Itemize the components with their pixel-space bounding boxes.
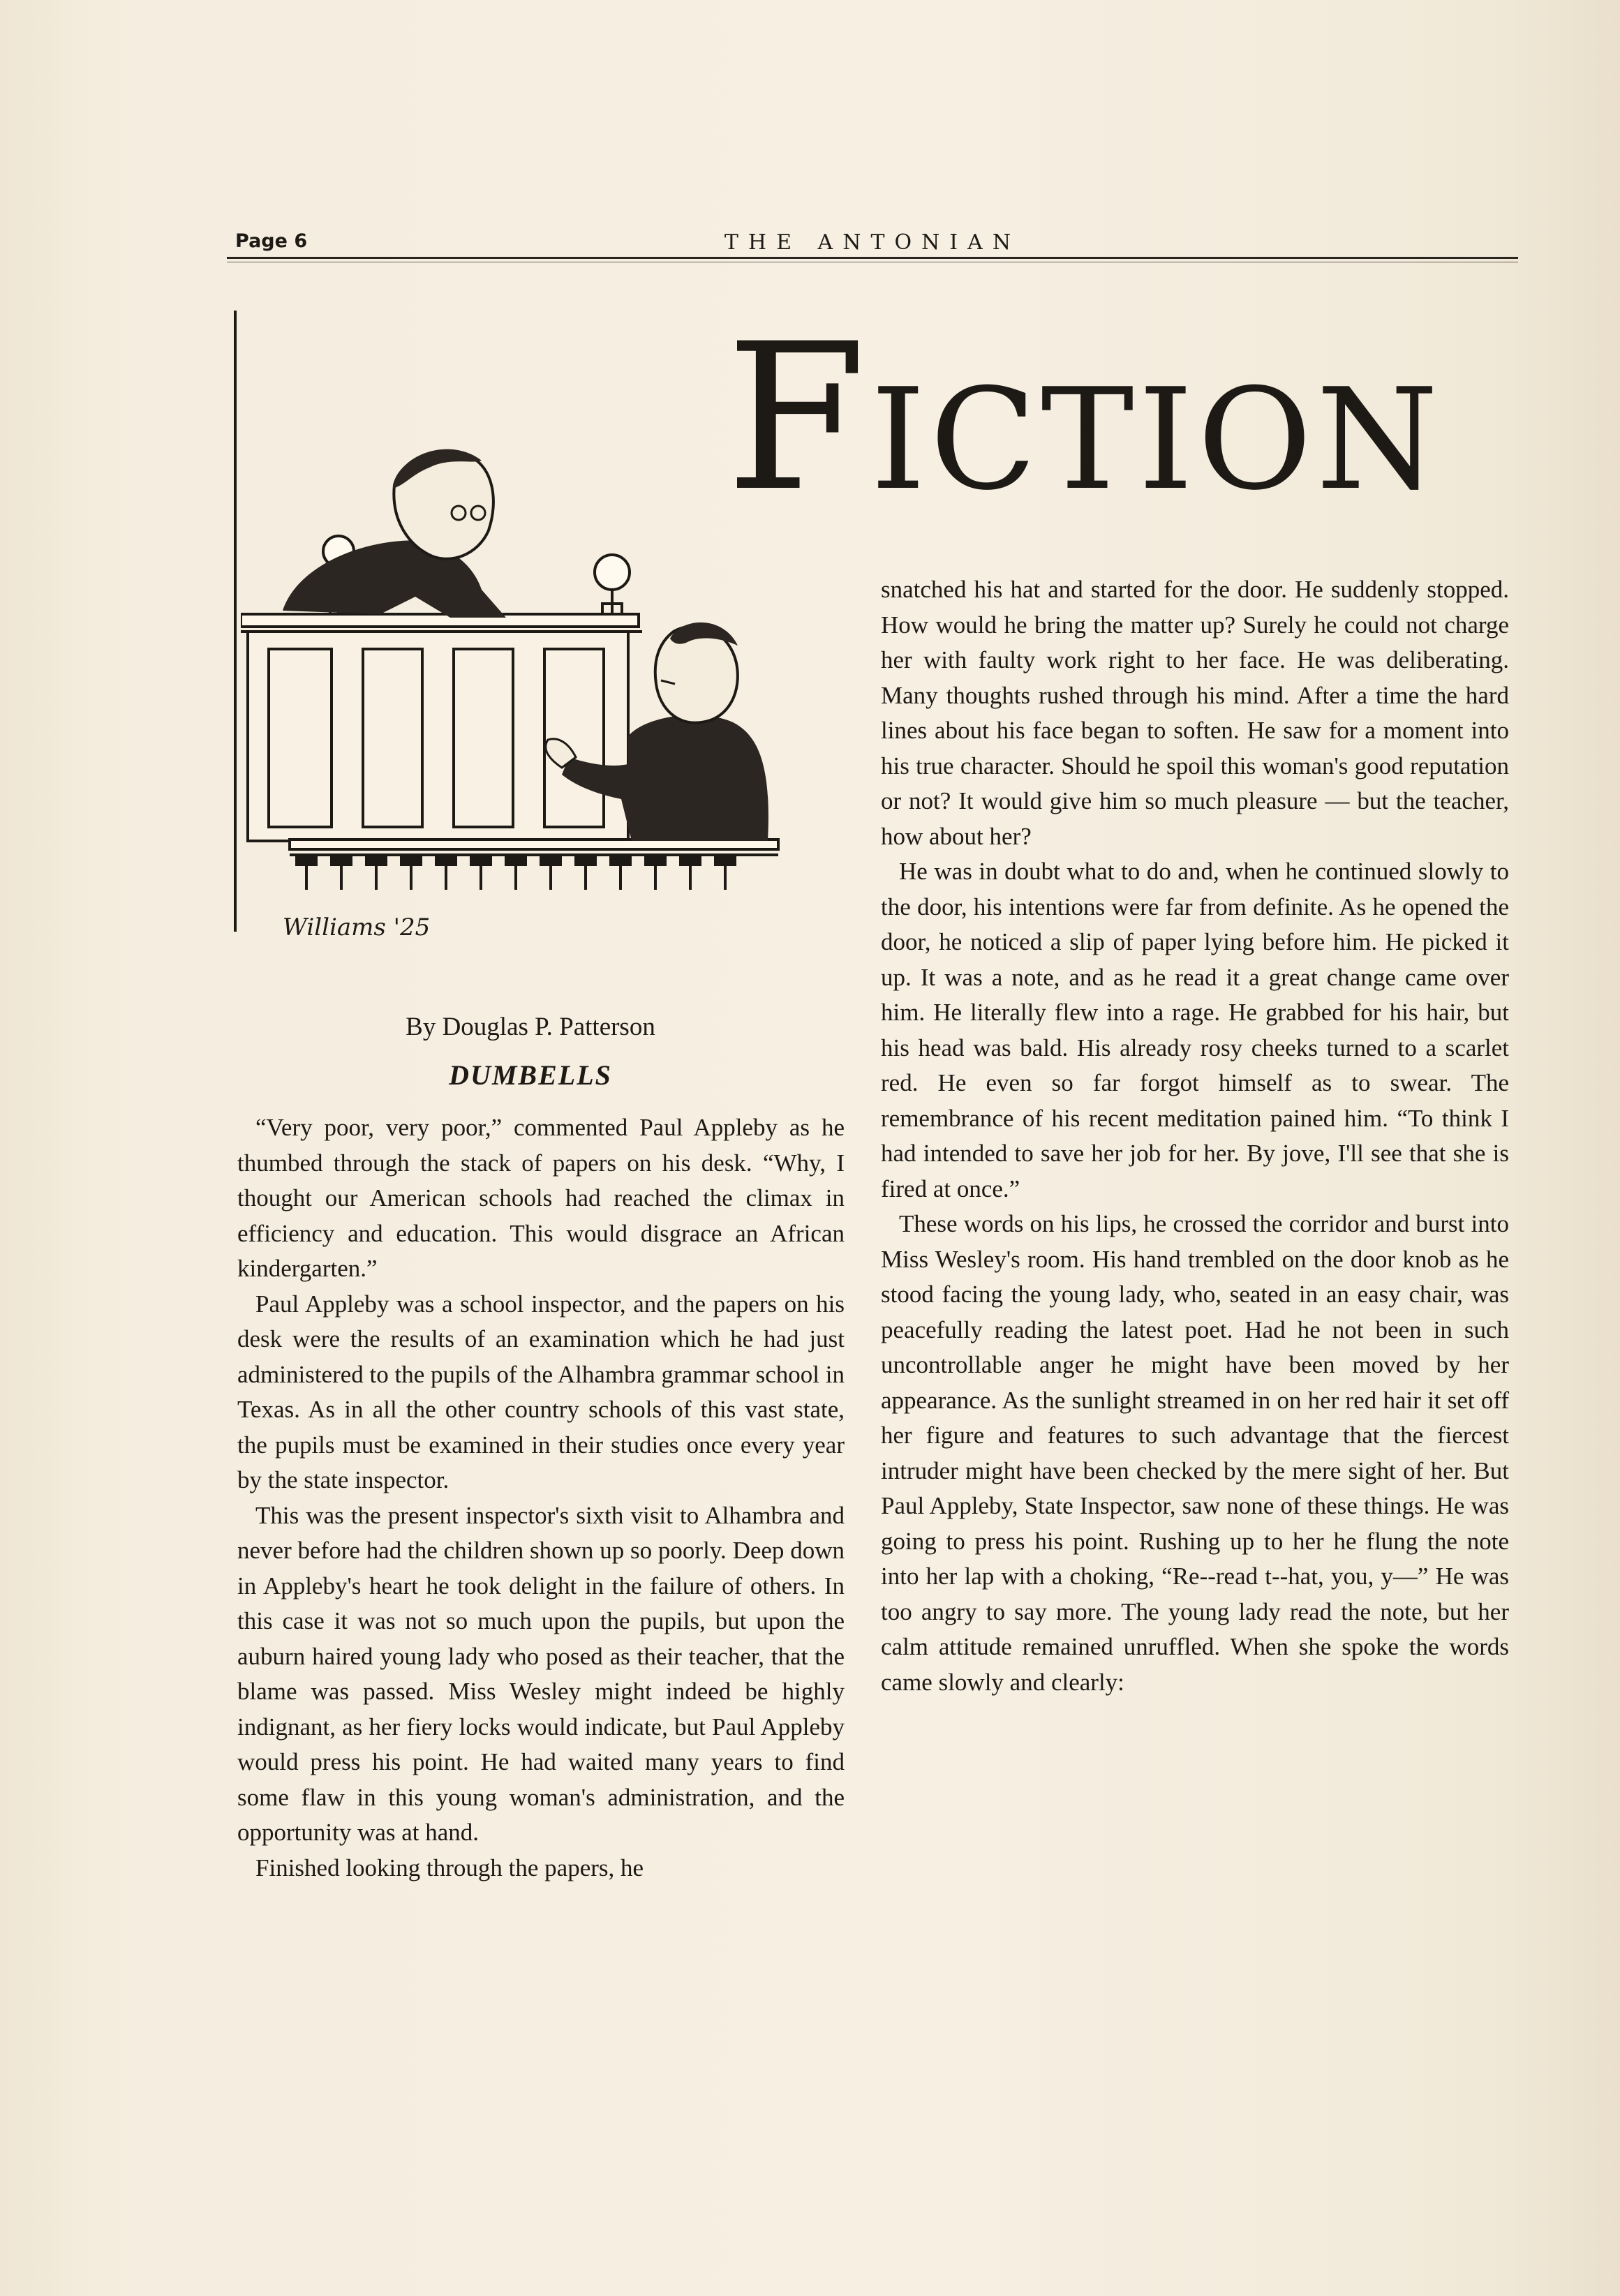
- section-title-rest: ICTION: [870, 359, 1443, 521]
- header-rule: [227, 257, 1518, 259]
- story-paragraph: He was in doubt what to do and, when he continued slowly to the door, his intentions were far from definite. As he opened the door, he noticed a slip of paper lying before him. He picked it up. It was a note, and as he read it a great change came over him. He literally flew into a rage. He grabbed for his hair, but his head was bald. His already rosy cheeks turned to a scarlet red. He even so far forgot himself as to swear. The remembrance of his recent meditation pained him. “To think I had intended to save her job for her. By jove, I'll see that she is fired at once.”: [881, 858, 1509, 1202]
- section-title: [726, 301, 1522, 536]
- story-paragraph: This was the present inspector's sixth visit to Alhambra and never before had the children shown up so poorly. Deep down in Appleby's heart he took delight in the failure of others. In this case it was not so much upon the pupils, but upon the auburn haired young lady who posed as their teacher, that the blame was passed. Miss Wesley might indeed be highly indignant, as her fiery locks would indicate, but Paul Appleby would press his point. He had waited many years to find some flaw in this young woman's administration, and the opportunity was at hand.: [237, 1501, 845, 1846]
- running-head: [227, 230, 1518, 258]
- artist-signature: Williams '25: [283, 914, 431, 941]
- right-column: [881, 572, 1509, 1700]
- rail-balusters: [297, 855, 735, 890]
- publication-title: THE ANTONIAN: [724, 230, 1021, 255]
- story-paragraph: These words on his lips, he crossed the corridor and burst into Miss Wesley's room. His hand trembled on the door knob as he stood facing the young lady, who, seated in an easy chair, was peacefully reading the latest poet. Had he not been in such uncontrollable anger he might have been moved by her appearance. As the sunlight streamed in on her red hair it set off her figure and features to such advantage that the fiercest intruder might have been checked by the mere sight of her. But Paul Appleby, State Inspector, saw none of these things. He was going to press his point. Rushing up to her he flung the note into her lap with a choking, “Re--read t--hat, you, y—” He was too angry to say more. The young lady read the note, but her calm attitude remained unruffled. When she spoke the words came slowly and clearly:: [881, 1210, 1509, 1696]
- story-paragraph: “Very poor, very poor,” commented Paul Appleby as he thumbed through the stack of papers on his desk. “Why, I thought our American schools had reached the climax in efficiency and education. This would disgrace an African kindergarten.”: [237, 1114, 845, 1282]
- story-title: DUMBELLS: [449, 1059, 612, 1091]
- inspector-figure: [283, 449, 506, 618]
- story-paragraph: Paul Appleby was a school inspector, and the papers on his desk were the results of an examination which he had just administered to the pupils of the Alhambra grammar school in Texas. As in all the other country schools of this vast state, the pupils must be examined in their studies once every year by the state inspector.: [237, 1290, 845, 1493]
- illustration-border-line: [234, 311, 237, 932]
- byline: By Douglas P. Patterson: [406, 1013, 655, 1041]
- cartoon-illustration: [241, 408, 792, 946]
- section-title-initial: F: [726, 301, 871, 536]
- story-paragraph: Finished looking through the papers, he: [255, 1854, 644, 1881]
- left-column: [237, 1110, 845, 1886]
- page-number: Page 6: [235, 230, 308, 252]
- story-paragraph: snatched his hat and started for the door. He suddenly stopped. How would he bring the matter up? Surely he could not charge her with faulty work right to her face. He was deliberating. Many thoughts rushed through his mind. After a time the hard lines about his face began to soften. He saw for a moment into his true character. Should he spoil this woman's good reputation or not? It would give him so much pleasure — but the teacher, how about her?: [881, 576, 1509, 850]
